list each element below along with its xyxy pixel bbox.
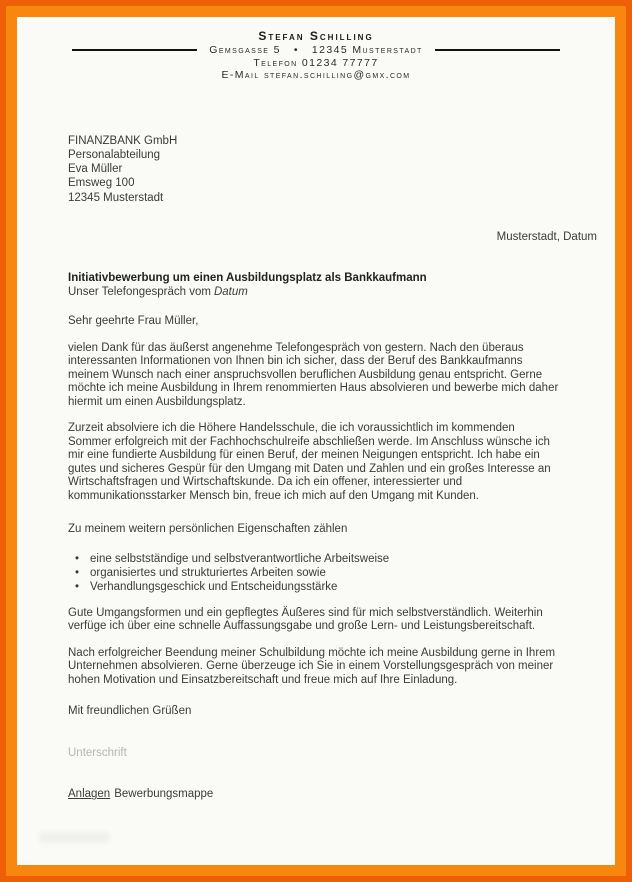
sender-email: E-Mail stefan.schilling@gmx.com <box>221 69 411 81</box>
paragraph-closing: Nach erfolgreicher Beendung meiner Schulbildung möchte ich meine Ausbildung gerne in Ihrem Unternehmen absolvieren. Gerne überzeuge ich Sie in einem Vorstellungsgespräch von meiner hohen Motivation und Einsatzbereitschaft und freue mich auf Ihre Einladung. <box>68 646 556 686</box>
paragraph-education: Zurzeit absolviere ich die Höhere Handelsschule, die ich voraussichtlich im kommenden Sommer erfolgreich mit der Fachhochschulreife abschließen werde. Im Anschluss wünsche ich mir eine fundierte Ausbildung für einen Beruf, der meinen Neigungen entspricht. Ich habe ein gutes und sicheres Gespür für den Umgang mit Daten und Zahlen und ein großes Interesse an Wirtschaftsfragen und Wirtschaftskunde. Da ich ein offener, interessierter und kommunikationsstarker Mensch bin, freue ich mich auf den Umgang mit Kunden. <box>68 422 551 502</box>
sender-address: Gemsgasse 5 • 12345 Musterstadt <box>209 44 423 56</box>
list-item <box>68 566 560 580</box>
sender-name: Stefan Schilling <box>258 29 374 43</box>
reference-line <box>68 286 560 300</box>
closing-formula: Mit freundlichen Grüßen <box>68 705 192 718</box>
salutation: Sehr geehrte Frau Müller, <box>68 315 199 328</box>
bullet-icon: • <box>75 580 80 593</box>
document-frame-inner <box>6 6 626 876</box>
recipient-street: Emsweg 100 <box>68 177 135 190</box>
letter-content <box>31 134 601 802</box>
sender-phone: Telefon 01234 77777 <box>253 56 379 69</box>
paragraph-manners: Gute Umgangsformen und ein gepflegtes Äußeres sind für mich selbstverständlich. Weiterhin verfüge ich über eine schnelle Auffassungsgabe und große Lern- und Leistungsbereitschaft. <box>68 606 543 633</box>
decorative-rule-right <box>435 49 560 51</box>
letterhead <box>31 27 601 82</box>
signature-placeholder: Unterschrift <box>68 746 127 759</box>
traits-list <box>68 552 560 594</box>
list-item <box>68 580 560 594</box>
list-item-text: Verhandlungsgeschick und Entscheidungsstärke <box>90 580 338 593</box>
enclosures-label: Anlagen <box>68 788 111 801</box>
letter-page <box>17 17 615 865</box>
paragraph-traits-intro: Zu meinem weitern persönlichen Eigenschaften zählen <box>68 523 348 536</box>
list-item-text: eine selbstständige und selbstverantwortliche Arbeitsweise <box>90 552 390 565</box>
sender-address-row <box>31 44 601 57</box>
bullet-icon: • <box>75 566 80 579</box>
enclosures-value: Bewerbungsmappe <box>114 788 214 801</box>
recipient-department: Personalabteilung <box>68 148 161 161</box>
paragraph-intro: vielen Dank für das äußerst angenehme Telefongespräch von gestern. Nach den überaus interessanten Informationen von Ihnen bin ich sicher, dass der Beruf des Bankkaufmanns meinem Wunsch nach einer anspruchsvollen beruflichen Ausbildung genau entspricht. Gerne möchte ich meine Ausbildung in Ihrem renommierten Haus absolvieren und bewerbe mich daher hiermit um einen Ausbildungsplatz. <box>68 341 559 408</box>
recipient-company: FINANZBANK GmbH <box>68 134 178 147</box>
recipient-address-block <box>68 134 601 205</box>
list-item <box>68 552 560 566</box>
watermark <box>39 832 109 843</box>
enclosures-line <box>68 788 601 802</box>
reference-prefix: Unser Telefongespräch vom <box>68 285 211 298</box>
subject-line: Initiativbewerbung um einen Ausbildungsplatz als Bankkaufmann <box>68 272 427 285</box>
bullet-icon: • <box>75 552 80 565</box>
recipient-city: 12345 Musterstadt <box>68 191 164 204</box>
decorative-rule-left <box>72 49 197 51</box>
reference-date-placeholder: Datum <box>213 285 248 298</box>
recipient-contact-person: Eva Müller <box>68 163 123 176</box>
date-line: Musterstadt, Datum <box>496 230 597 243</box>
list-item-text: organisiertes und strukturiertes Arbeiten sowie <box>90 566 326 579</box>
